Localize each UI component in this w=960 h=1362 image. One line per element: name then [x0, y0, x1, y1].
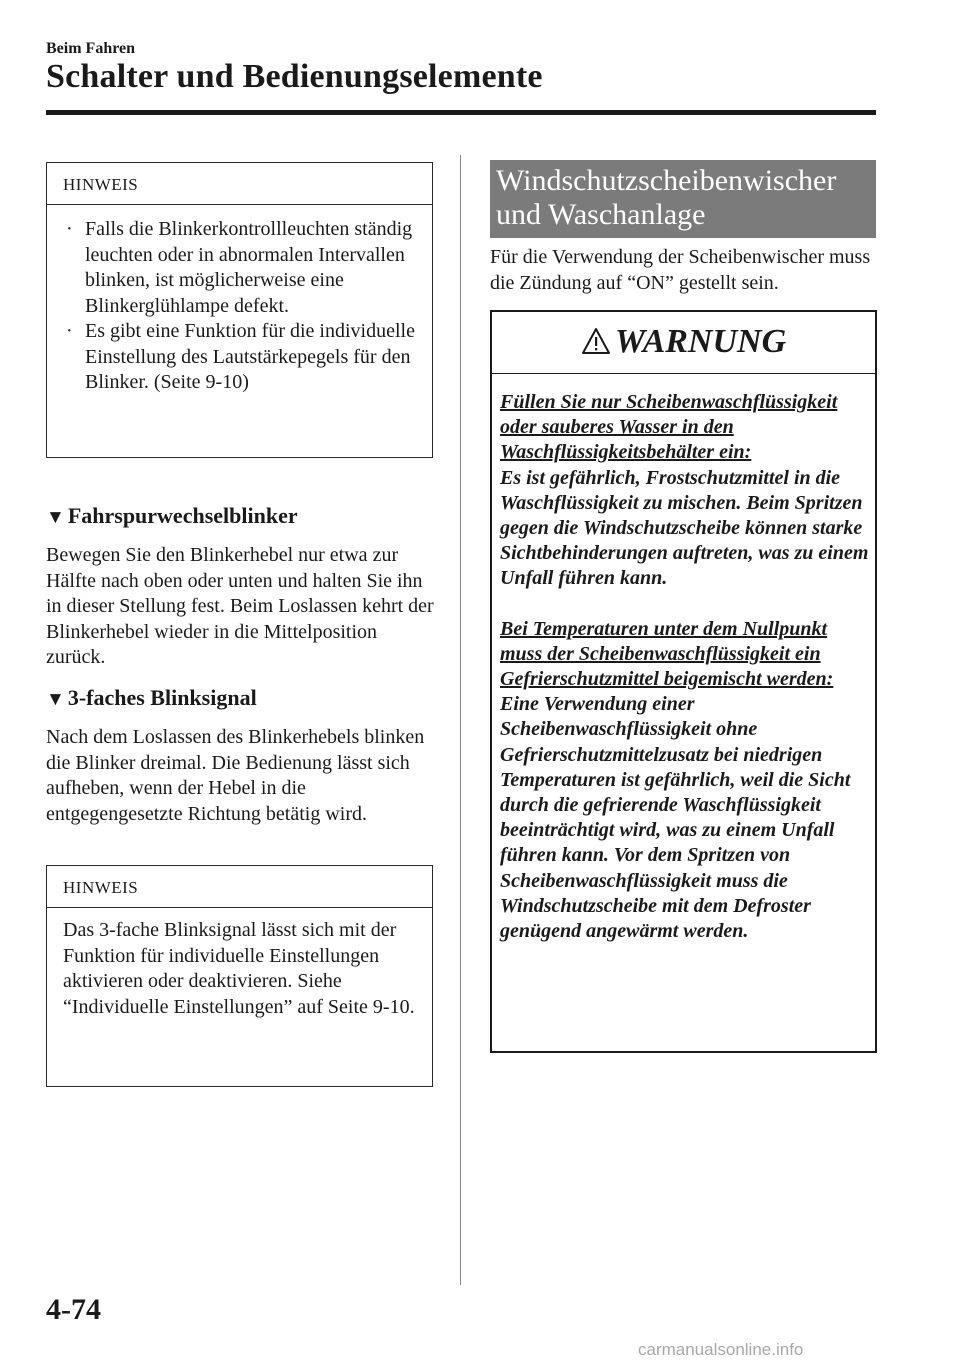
- note-bullet-text: Es gibt eine Funktion für die individuelle Einstellung des Lautstärkepegels für den Blinker. (Seite 9-10): [85, 320, 415, 393]
- subheading-blinksignal: [46, 685, 257, 711]
- paragraph-fahrspurwechselblinker: Bewegen Sie den Blinkerhebel nur etwa zur Hälfte nach oben oder unten und halten Sie ihn in dieser Stellung fest. Beim Loslassen kehrt der Blinkerhebel wieder in die Mittelposition zurück.: [46, 544, 434, 668]
- warning-lead-2: Bei Temperaturen unter dem Nullpunkt muss der Scheibenwaschflüssigkeit ein Gefrierschutzmittel beigemischt werden:: [500, 617, 834, 691]
- bullet-dot-icon: ·: [66, 218, 73, 240]
- down-triangle-icon: ▼: [46, 689, 65, 710]
- header-rule: [46, 110, 876, 115]
- note-bullet-item: [47, 319, 418, 396]
- note-text: Das 3-fache Blinksignal lässt sich mit der Funktion für individuelle Einstellungen aktivieren oder deaktivieren. Siehe “Individuelle Einstellungen” auf Seite 9-10.: [63, 919, 415, 1018]
- page-title: Schalter und Bedienungselemente: [46, 58, 543, 95]
- warning-body: [500, 390, 872, 944]
- section-label: Beim Fahren: [46, 40, 136, 57]
- warning-triangle-icon: [581, 327, 611, 355]
- note-box-blinker: [46, 162, 433, 458]
- note-bullet-list: [47, 205, 432, 396]
- warning-text-1: Es ist gefährlich, Frostschutzmittel in die Waschflüssigkeit zu mischen. Beim Spritzen gegen die Windschutzscheibe können starke Sichtbehinderungen auftreten, was zu einem Unfall führen kann.: [500, 466, 869, 590]
- column-divider: [460, 155, 461, 1285]
- subheading-fahrspurwechselblinker: [46, 503, 298, 529]
- warning-spacer: [500, 592, 872, 617]
- warning-text-2: Eine Verwendung einer Scheibenwaschflüssigkeit ohne Gefrierschutzmittelzusatz bei niedrigen Temperaturen ist gefährlich, weil die Sicht durch die gefrierende Waschflüssigkeit beeinträchtigt wird, was zu einem Unfall führen kann. Vor dem Spritzen von Scheibenwaschflüssigkeit muss die Windschutzscheibe mit dem Defroster genügend angewärmt werden.: [500, 693, 851, 943]
- warning-heading: [492, 312, 875, 374]
- note-box-blinksignal: [46, 865, 433, 1087]
- subheading-text: Fahrspurwechselblinker: [67, 503, 298, 528]
- warning-box: [490, 310, 877, 1053]
- note-bullet-text: Falls die Blinkerkontrollleuchten ständig leuchten oder in abnormalen Intervallen blinken, ist möglicherweise eine Blinkerglühlampe defekt.: [85, 218, 413, 317]
- note-bullet-item: [47, 217, 418, 319]
- paragraph-blinksignal: Nach dem Loslassen des Blinkerhebels blinken die Blinker dreimal. Die Bedienung lässt sich aufheben, wenn der Hebel in die entgegengesetzte Richtung betätig wird.: [46, 726, 425, 825]
- note-heading: HINWEIS: [47, 163, 432, 205]
- page-number: 4-74: [46, 1293, 101, 1326]
- subheading-text: 3-faches Blinksignal: [67, 685, 257, 710]
- note-heading: HINWEIS: [47, 866, 432, 908]
- down-triangle-icon: ▼: [46, 507, 65, 528]
- intro-paragraph: Für die Verwendung der Scheibenwischer muss die Zündung auf “ON” gestellt sein.: [490, 246, 871, 294]
- warning-title: WARNUNG: [614, 323, 787, 360]
- section-banner: Windschutzscheibenwischer und Waschanlage: [490, 160, 876, 238]
- warning-lead-1: Füllen Sie nur Scheibenwaschflüssigkeit oder sauberes Wasser in den Waschflüssigkeitsbehälter ein:: [500, 391, 838, 464]
- bullet-dot-icon: ·: [66, 320, 73, 342]
- watermark: carmanualsonline.info: [638, 1340, 804, 1359]
